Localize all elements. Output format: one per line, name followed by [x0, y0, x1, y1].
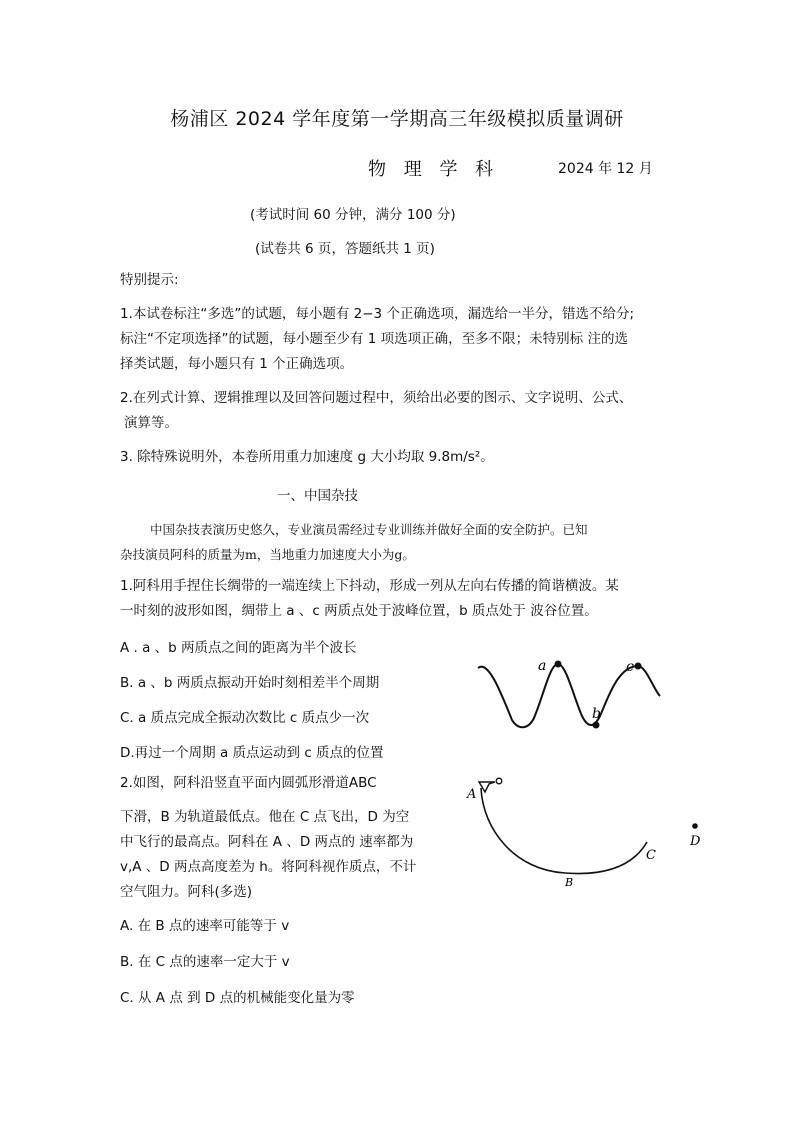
wave-figure: [470, 650, 670, 740]
q2-option-a[interactable]: A. 在 B 点的速率可能等于 v: [120, 918, 290, 934]
exam-title: 杨浦区 2024 学年度第一学期高三年级模拟质量调研: [170, 108, 624, 130]
q2-stem-line-1: 2.如图，阿科沿竖直平面内圆弧形滑道ABC: [120, 775, 377, 791]
exam-date: 2024 年 12 月: [558, 161, 653, 177]
q2-stem-line-3: 中飞行的最高点。阿科在 A 、D 两点的 速率都为: [120, 834, 414, 850]
track-figure: [455, 770, 720, 895]
q2-option-c[interactable]: C. 从 A 点 到 D 点的机械能变化量为零: [120, 990, 355, 1006]
point-c: [635, 663, 642, 670]
q2-stem-line-4: v,A 、D 两点高度差为 h。将阿科视作质点，不计: [120, 859, 417, 875]
notice-item-2-line-2: 演算等。: [124, 415, 178, 431]
label-c: c: [626, 659, 634, 675]
point-a: [555, 661, 562, 668]
label-C: C: [646, 848, 656, 863]
notice-item-1-line-2: 标注“不定项选择”的试题，每小题至少有 1 项选项正确，至多不限；未特别标 注的选: [120, 331, 628, 347]
label-b: b: [592, 706, 601, 722]
track-arc: [481, 788, 647, 874]
label-D: D: [690, 834, 701, 849]
notice-heading: 特别提示:: [120, 272, 179, 288]
section-intro-line-2: 杂技演员阿科的质量为m，当地重力加速度大小为g。: [120, 547, 415, 562]
subject-label: 物 理 学 科: [368, 159, 500, 180]
exam-time-note: (考试时间 60 分钟，满分 100 分): [250, 207, 456, 223]
q1-option-c[interactable]: C. a 质点完成全振动次数比 c 质点少一次: [120, 710, 370, 726]
notice-item-2-line-1: 2.在列式计算、逻辑推理以及回答问题过程中，须给出必要的图示、文字说明、公式、: [120, 390, 633, 406]
notice-item-1-line-3: 择类试题，每小题只有 1 个正确选项。: [120, 356, 354, 372]
point-b: [593, 722, 600, 729]
point-d: [692, 823, 698, 829]
label-a: a: [538, 658, 547, 674]
notice-item-3: 3. 除特殊说明外，本卷所用重力加速度 g 大小均取 9.8m/s²。: [120, 449, 494, 465]
notice-item-1-line-1: 1.本试卷标注“多选”的试题，每小题有 2−3 个正确选项，漏选给一半分，错选不给分;: [120, 306, 634, 322]
q1-option-d[interactable]: D.再过一个周期 a 质点运动到 c 质点的位置: [120, 745, 384, 761]
q2-stem-line-2: 下滑，B 为轨道最低点。他在 C 点飞出，D 为空: [120, 809, 410, 825]
q1-option-b[interactable]: B. a 、b 两质点振动开始时刻相差半个周期: [120, 675, 380, 691]
label-A: A: [467, 787, 477, 802]
q1-option-a[interactable]: A . a 、b 两质点之间的距离为半个波长: [120, 640, 357, 656]
label-B: B: [565, 876, 574, 889]
section-intro-line-1: 中国杂技表演历史悠久，专业演员需经过专业训练并做好全面的安全防护。已知: [150, 522, 588, 537]
q1-stem-line-1: 1.阿科用手捏住长绸带的一端连续上下抖动，形成一列从左向右传播的简谐横波。某: [120, 578, 619, 594]
q2-stem-line-5: 空气阻力。阿科(多选): [120, 884, 253, 900]
performer-icon: [479, 778, 502, 792]
q1-stem-line-2: 一时刻的波形如图，绸带上 a 、c 两质点处于波峰位置，b 质点处于 波谷位置。: [120, 603, 598, 619]
section-title: 一、中国杂技: [277, 488, 358, 504]
page-count-note: (试卷共 6 页，答题纸共 1 页): [255, 241, 435, 257]
q2-option-b[interactable]: B. 在 C 点的速率一定大于 v: [120, 954, 290, 970]
